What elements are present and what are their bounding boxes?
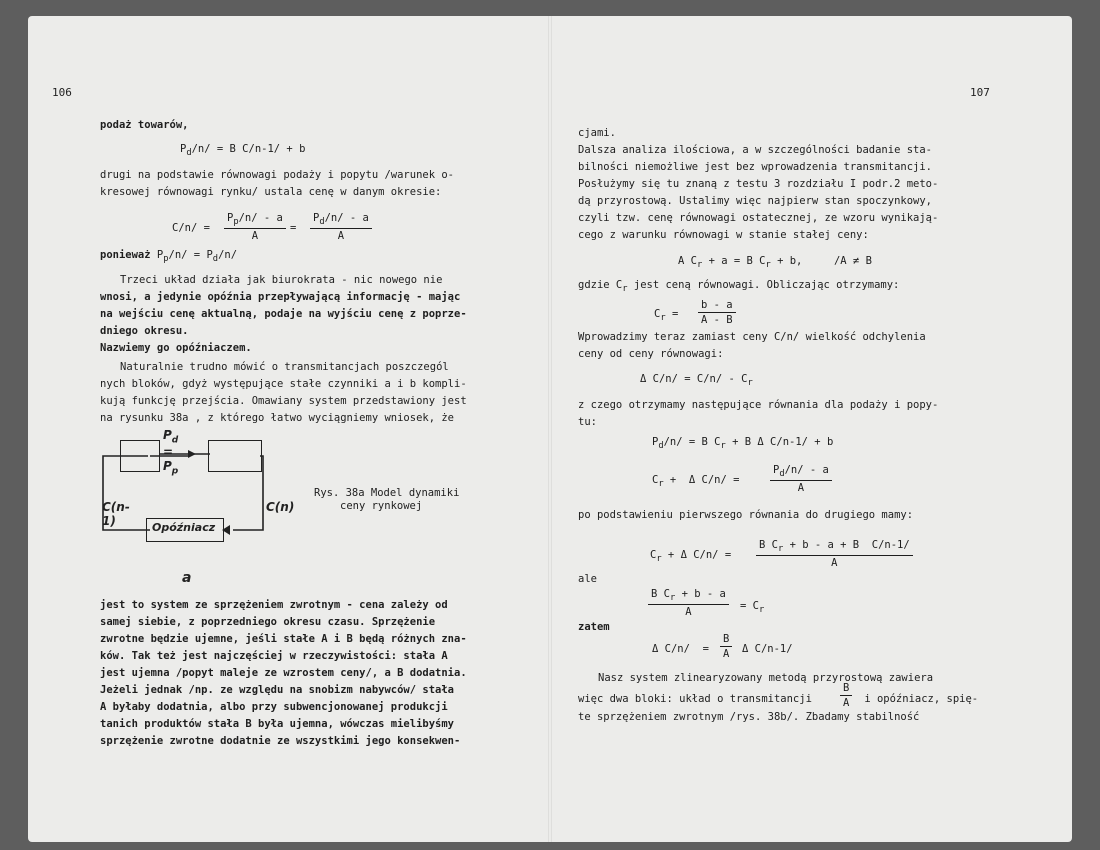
text-line: dniego okresu. (100, 325, 189, 337)
text-line: ale (578, 573, 597, 585)
text-line: drugi na podstawie równowagi podaży i popytu /warunek o- (100, 169, 455, 181)
fraction-equilibrium-price: $\frac{b - a}{A - B}$ (698, 299, 736, 326)
fraction-supply: $\frac{P_p/n/ - a}{A}$ (224, 212, 286, 242)
text-line: Wprowadzimy teraz zamiast ceny C/n/ wielkość odchylenia (578, 331, 926, 343)
text-line: więc dwa bloki: układ o transmitancji (578, 693, 812, 705)
block-equation-label: $P_d = P_p$ (163, 428, 179, 477)
left-page (28, 16, 548, 842)
text-line: nych bloków, gdyż występujące stałe czynniki a i b kompli- (100, 378, 467, 390)
text-line: tanich produktów stała B była ujemna, wówczas mielibyśmy (100, 718, 455, 730)
fraction-demand-increment: $\frac{P_d/n/ - a}{A}$ (770, 464, 832, 494)
text-line: jest to system ze sprzężeniem zwrotnym - cena zależy od (100, 599, 448, 611)
right-page (552, 16, 1072, 842)
text-line: A byłaby dodatnia, albo przy subwencjonowanej produkcji (100, 701, 448, 713)
fraction-final: $\frac{B}{A}$ (720, 633, 732, 660)
figure-caption: ceny rynkowej (340, 500, 423, 512)
formula-supply-increment: $P_d/n/ = B$ $C_r + B$ Δ C/n-1/ + b (652, 436, 834, 452)
figure-caption: Rys. 38a Model dynamiki (314, 487, 460, 499)
text-line: sprzężenie zwrotne dodatnie ze wszystkimi jego konsekwen- (100, 735, 461, 747)
page-number: 106 (52, 86, 72, 99)
text-line: na wejściu cenę aktualną, podaje na wyjściu cenę z poprze- (100, 308, 467, 320)
left-signal-label: C(n-1) (102, 500, 130, 528)
text-line: Jeżeli jednak /np. ze względu na snobizm nabywców/ stała (100, 684, 455, 696)
text-line: bilności niemożliwe jest bez wprowadzenia transmitancji. (578, 161, 933, 173)
formula-supply: $P_d/n/ = B$ C/n-1/ + b (180, 143, 306, 159)
text-line: na rysunku 38a , z którego łatwo wyciągniemy wniosek, że (100, 412, 455, 424)
text-line: i opóźniacz, spię- (858, 693, 979, 705)
right-signal-label: C(n) (266, 500, 295, 514)
text-line: podaż towarów, (100, 119, 189, 131)
text-line: gdzie $C_r$ jest ceną równowagi. Obliczając otrzymamy: (578, 279, 900, 295)
delay-block-label: Opóźniacz (152, 521, 216, 534)
text-line: tu: (578, 416, 597, 428)
page-number: 107 (970, 86, 990, 99)
fraction-transmittance: $\frac{B}{A}$ (840, 682, 852, 709)
formula-equilibrium-condition: A $C_r + a = B$ $C_r + b$, /A ≠ B (678, 255, 872, 271)
formula-price-label: C/n/ = (172, 222, 210, 234)
text-line: Trzeci układ działa jak biurokrata - nic nowego nie (120, 274, 443, 286)
panel-letter: a (182, 570, 192, 586)
text-line: dą przyrostową. Ustalimy więc najpierw stan spoczynkowy, (578, 195, 933, 207)
text-line: zwrotne będzie ujemne, jeśli stałe A i B będą różnych zna- (100, 633, 467, 645)
text-line: cjami. (578, 127, 616, 139)
text-line: z czego otrzymamy następujące równania dla podaży i popy- (578, 399, 939, 411)
formula-equilibrium-check-rhs: = $C_r$ (740, 600, 765, 616)
formula-equilibrium: ponieważ $P_p/n/ = P_d/n/$ (100, 249, 238, 265)
formula-demand-increment: $C_r + \Delta$ C/n/ = (652, 474, 740, 490)
fraction-demand: $\frac{P_d/n/ - a}{A}$ (310, 212, 372, 242)
text-line: wnosi, a jedynie opóźnia przepływającą informację - mając (100, 291, 461, 303)
text-line: zatem (578, 621, 610, 633)
text-line: samej siebie, z poprzedniego okresu czasu. Sprzężenie (100, 616, 436, 628)
text-line: ków. Tak też jest najczęściej w rzeczywistości: stała A (100, 650, 448, 662)
formula-final-lhs: Δ C/n/ = (652, 643, 709, 655)
text-line: ceny od ceny równowagi: (578, 348, 724, 360)
text-line: kresowej równowagi rynku/ ustala cenę w danym okresie: (100, 186, 442, 198)
text-line: kują funkcję przejścia. Omawiany system przedstawiony jest (100, 395, 467, 407)
text-line: Posłużymy się tu znaną z testu 3 rozdziału I podr.2 meto- (578, 178, 939, 190)
text-line: te sprzężeniem zwrotnym /rys. 38b/. Zbadamy stabilność (578, 711, 920, 723)
text-line: czyli tzw. cenę równowagi ostatecznej, ze wzoru wynikają- (578, 212, 939, 224)
equals-sign: = (290, 222, 297, 234)
supply-block (120, 440, 160, 472)
text-line: Nasz system zlinearyzowany metodą przyrostową zawiera (598, 672, 934, 684)
text-line: po podstawieniu pierwszego równania do drugiego mamy: (578, 509, 914, 521)
formula-deviation: Δ $C/n/ = C/n/ - C_r$ (640, 373, 753, 389)
text-line: cego z warunku równowagi w stanie stałej ceny: (578, 229, 869, 241)
text-line: Naturalnie trudno mówić o transmitancjach poszczegól (120, 361, 449, 373)
text-line: jest ujemna /popyt maleje ze wzrostem ceny/, a B dodatnia. (100, 667, 467, 679)
fraction-equilibrium-check: $\frac{B C_r + b - a}{A}$ (648, 588, 729, 618)
formula-substituted-lhs: $C_r + \Delta$ C/n/ = (650, 549, 732, 565)
text-line: Nazwiemy go opóźniaczem. (100, 342, 252, 354)
formula-final-rhs: Δ C/n-1/ (742, 643, 793, 655)
text-line: Dalsza analiza ilościowa, a w szczególności badanie sta- (578, 144, 933, 156)
fraction-substituted: $\frac{B C_r + b - a + B C/n-1/}{A}$ (756, 539, 913, 569)
formula-cr-label: $C_r$ = (654, 308, 679, 324)
demand-block (208, 440, 262, 472)
